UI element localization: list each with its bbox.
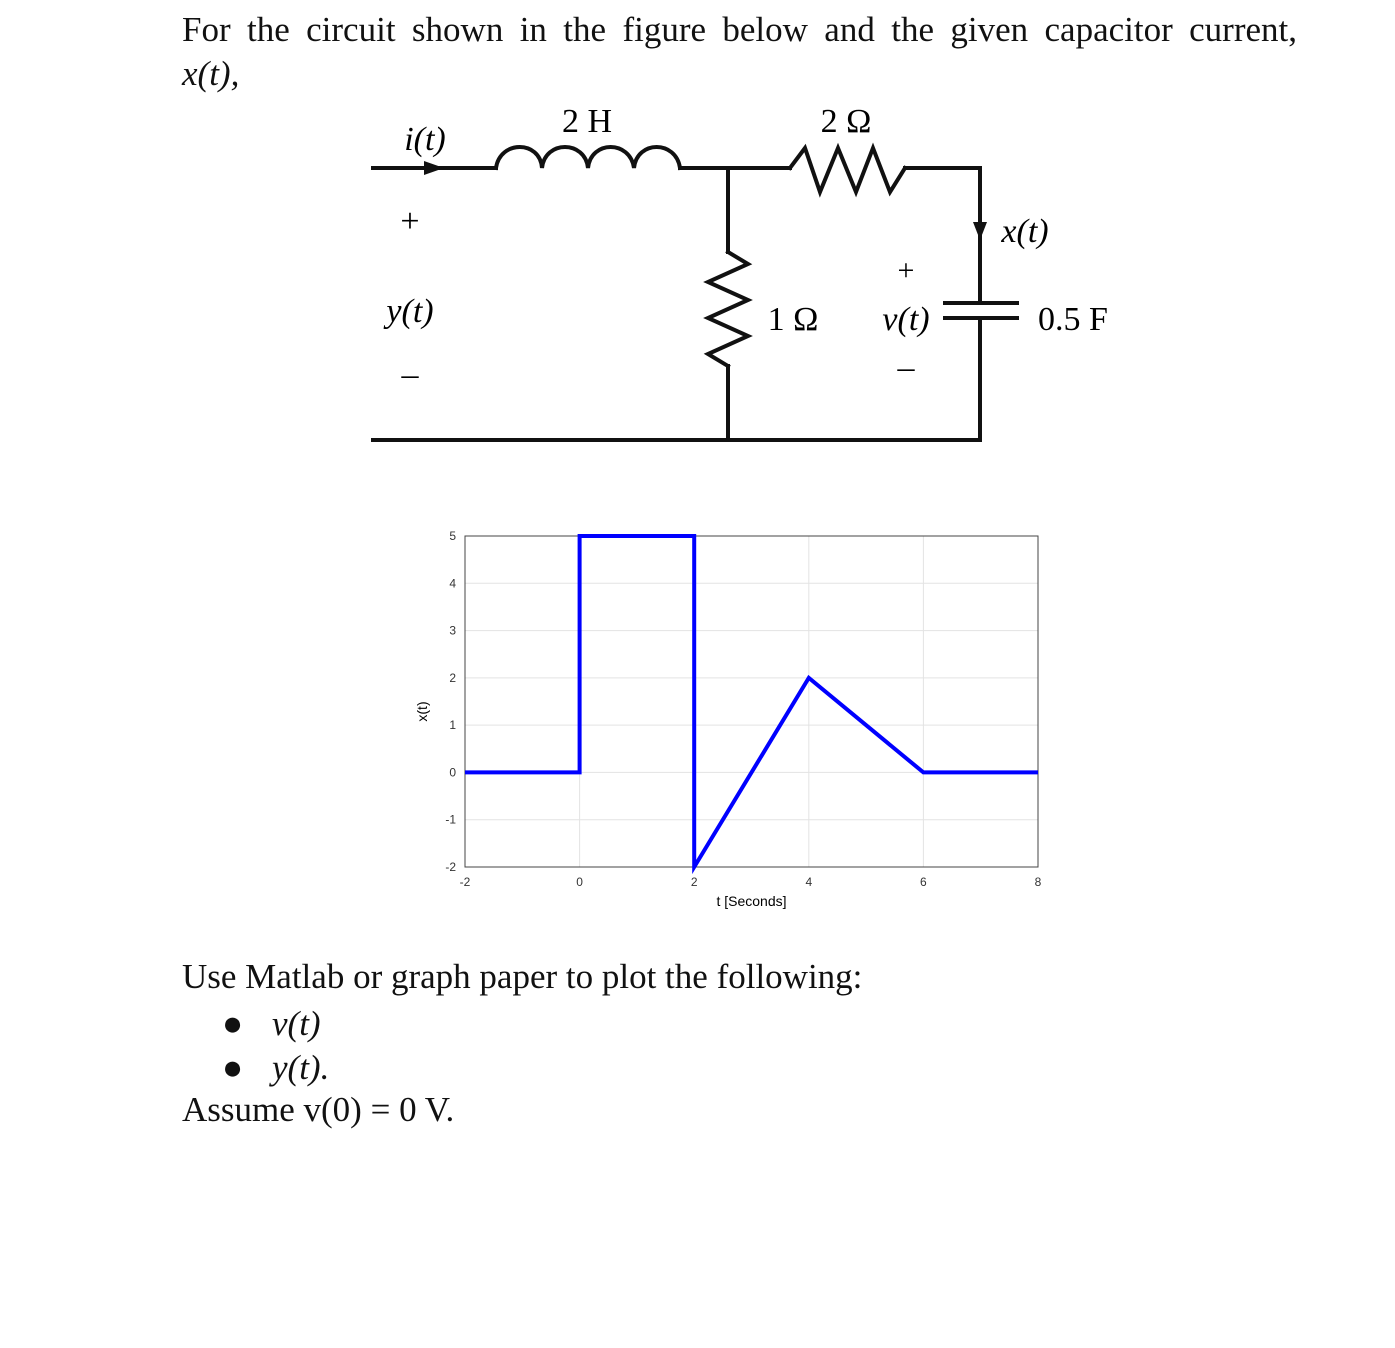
list-item-text: y(t).: [272, 1048, 330, 1087]
label-cap-voltage: v(t): [882, 301, 930, 338]
bullet-icon: ●: [222, 1004, 244, 1043]
problem-statement-line2: x(t),: [182, 54, 240, 93]
label-input-voltage: y(t): [386, 293, 434, 330]
series-line-x-of-t: [465, 536, 1038, 867]
label-resistor-shunt: 1 Ω: [767, 301, 819, 338]
y-tick-label: 2: [449, 670, 456, 685]
y-tick-label: -2: [445, 860, 456, 874]
y-tick-label: -1: [445, 812, 456, 827]
problem-statement-line1: For the circuit shown in the figure below and the given capacitor current,: [182, 10, 1297, 49]
plot-frame: [465, 536, 1038, 867]
label-cap-plus: +: [897, 254, 915, 287]
label-input-plus: +: [400, 203, 420, 240]
label-input-minus: –: [401, 356, 419, 393]
y-tick-label: 0: [449, 765, 456, 780]
y-tick-label: 4: [449, 576, 456, 591]
x-axis-label: t [Seconds]: [716, 893, 787, 909]
y-tick-label: 3: [449, 623, 456, 638]
assumption-text: Assume v(0) = 0 V.: [182, 1090, 455, 1129]
list-item: [222, 1046, 329, 1090]
x-tick-label: 6: [920, 875, 927, 889]
x-tick-label: 2: [690, 875, 698, 889]
label-input-current: i(t): [404, 121, 446, 158]
y-tick-label: 1: [449, 718, 456, 733]
label-cap-minus: –: [897, 349, 915, 386]
y-axis-label: x(t): [414, 701, 430, 722]
plot-grid: [465, 536, 1038, 867]
x-tick-label: 4: [805, 875, 813, 889]
instructions-list: [222, 1002, 329, 1090]
list-item-text: v(t): [272, 1004, 321, 1043]
instructions-heading: Use Matlab or graph paper to plot the following:: [182, 957, 863, 996]
list-item: [222, 1002, 329, 1046]
label-capacitor: 0.5 F: [1038, 301, 1108, 338]
x-tick-label: -2: [459, 875, 471, 889]
x-tick-label: 0: [576, 875, 583, 889]
x-tick-label: 8: [1034, 875, 1042, 889]
label-cap-current: x(t): [1001, 213, 1049, 250]
label-resistor-series: 2 Ω: [820, 103, 872, 140]
label-inductor: 2 H: [561, 103, 613, 140]
bullet-icon: ●: [222, 1048, 244, 1087]
y-tick-label: 5: [449, 529, 456, 543]
